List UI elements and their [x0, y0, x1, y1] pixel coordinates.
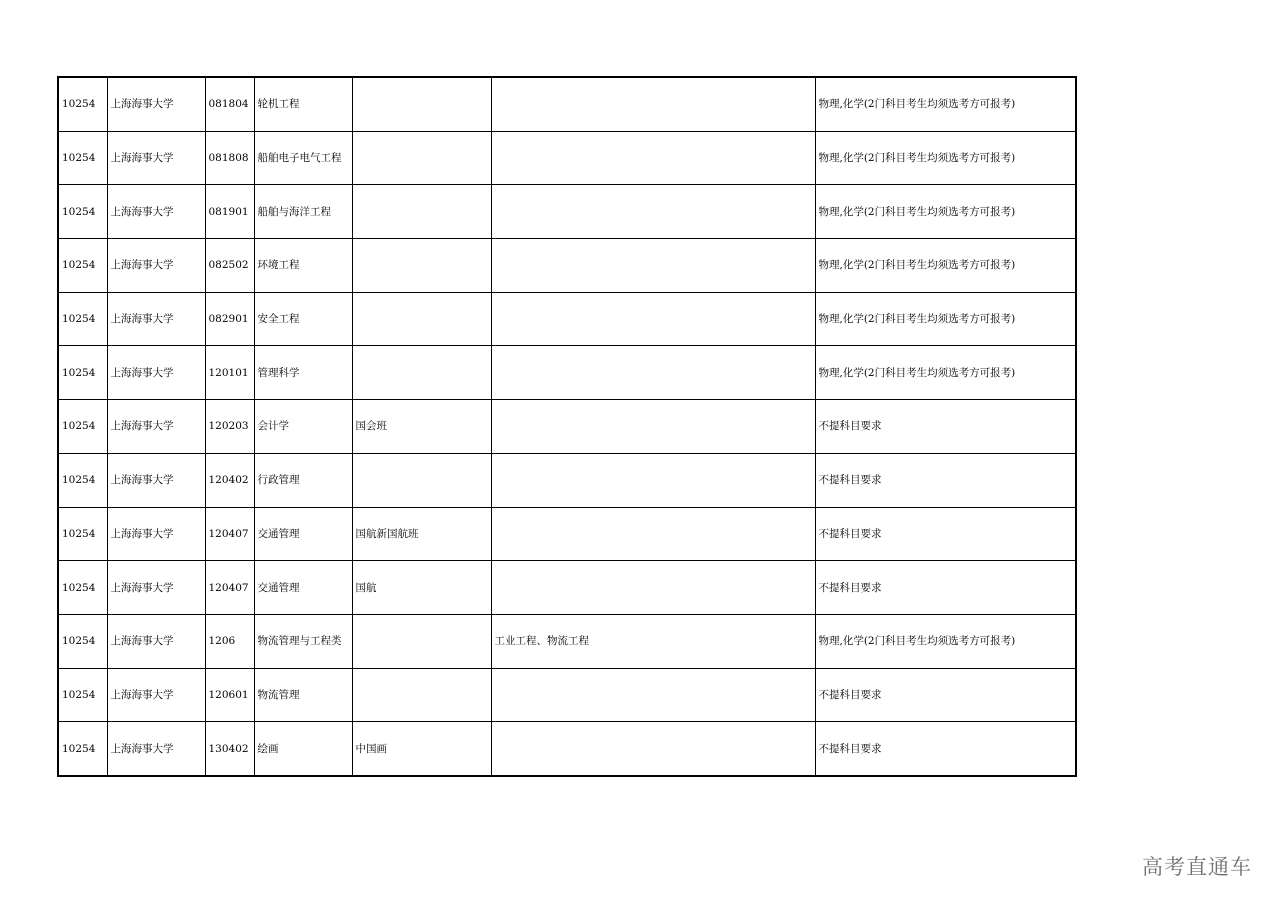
subject-requirement-cell: 不提科目要求 [815, 507, 1076, 561]
includes-majors-cell [491, 453, 815, 507]
school-code-cell: 10254 [58, 561, 107, 615]
subject-requirement-cell: 不提科目要求 [815, 668, 1076, 722]
school-name-cell: 上海海事大学 [107, 292, 205, 346]
major-name-cell: 环境工程 [254, 239, 352, 293]
subject-requirement-cell: 不提科目要求 [815, 400, 1076, 454]
school-name-cell: 上海海事大学 [107, 614, 205, 668]
school-name-cell: 上海海事大学 [107, 346, 205, 400]
major-note-cell [352, 77, 491, 131]
school-name-cell: 上海海事大学 [107, 561, 205, 615]
table-row [58, 722, 1076, 776]
school-name-cell: 上海海事大学 [107, 131, 205, 185]
major-name-cell: 管理科学 [254, 346, 352, 400]
major-note-cell: 国会班 [352, 400, 491, 454]
major-note-cell [352, 185, 491, 239]
includes-majors-cell [491, 77, 815, 131]
major-note-cell: 国航 [352, 561, 491, 615]
school-code-cell: 10254 [58, 668, 107, 722]
school-name-cell: 上海海事大学 [107, 185, 205, 239]
major-code-cell: 130402 [205, 722, 254, 776]
school-name-cell: 上海海事大学 [107, 400, 205, 454]
major-name-cell: 交通管理 [254, 561, 352, 615]
major-name-cell: 轮机工程 [254, 77, 352, 131]
table-row [58, 561, 1076, 615]
school-code-cell: 10254 [58, 292, 107, 346]
subject-requirements-table [57, 76, 1077, 777]
includes-majors-cell [491, 400, 815, 454]
includes-majors-cell [491, 239, 815, 293]
major-name-cell: 绘画 [254, 722, 352, 776]
major-name-cell: 会计学 [254, 400, 352, 454]
major-name-cell: 安全工程 [254, 292, 352, 346]
major-code-cell: 120407 [205, 507, 254, 561]
major-name-cell: 行政管理 [254, 453, 352, 507]
school-code-cell: 10254 [58, 722, 107, 776]
major-note-cell [352, 453, 491, 507]
major-code-cell: 081804 [205, 77, 254, 131]
school-name-cell: 上海海事大学 [107, 722, 205, 776]
school-name-cell: 上海海事大学 [107, 453, 205, 507]
subject-requirement-cell: 物理,化学(2门科目考生均须选考方可报考) [815, 239, 1076, 293]
includes-majors-cell [491, 561, 815, 615]
school-name-cell: 上海海事大学 [107, 507, 205, 561]
school-name-cell: 上海海事大学 [107, 77, 205, 131]
includes-majors-cell [491, 292, 815, 346]
table-row [58, 614, 1076, 668]
subject-requirement-cell: 物理,化学(2门科目考生均须选考方可报考) [815, 131, 1076, 185]
subject-requirement-cell: 物理,化学(2门科目考生均须选考方可报考) [815, 346, 1076, 400]
table-row [58, 131, 1076, 185]
major-note-cell [352, 614, 491, 668]
school-code-cell: 10254 [58, 507, 107, 561]
school-code-cell: 10254 [58, 346, 107, 400]
school-name-cell: 上海海事大学 [107, 668, 205, 722]
includes-majors-cell: 工业工程、物流工程 [491, 614, 815, 668]
table-row [58, 77, 1076, 131]
school-code-cell: 10254 [58, 131, 107, 185]
includes-majors-cell [491, 722, 815, 776]
table-row [58, 668, 1076, 722]
table-body [58, 77, 1076, 776]
major-note-cell [352, 131, 491, 185]
table-row [58, 239, 1076, 293]
school-name-cell: 上海海事大学 [107, 239, 205, 293]
major-code-cell: 081808 [205, 131, 254, 185]
school-code-cell: 10254 [58, 77, 107, 131]
major-name-cell: 物流管理与工程类 [254, 614, 352, 668]
major-code-cell: 120203 [205, 400, 254, 454]
table-row [58, 453, 1076, 507]
major-code-cell: 081901 [205, 185, 254, 239]
school-code-cell: 10254 [58, 185, 107, 239]
major-code-cell: 120402 [205, 453, 254, 507]
table-row [58, 507, 1076, 561]
includes-majors-cell [491, 668, 815, 722]
watermark-text: 高考直通车 [1142, 855, 1252, 879]
major-code-cell: 120601 [205, 668, 254, 722]
major-name-cell: 交通管理 [254, 507, 352, 561]
major-note-cell [352, 292, 491, 346]
major-code-cell: 120101 [205, 346, 254, 400]
major-name-cell: 船舶与海洋工程 [254, 185, 352, 239]
major-note-cell [352, 239, 491, 293]
major-code-cell: 1206 [205, 614, 254, 668]
school-code-cell: 10254 [58, 614, 107, 668]
major-note-cell [352, 668, 491, 722]
major-note-cell [352, 346, 491, 400]
table-row [58, 346, 1076, 400]
major-code-cell: 120407 [205, 561, 254, 615]
school-code-cell: 10254 [58, 400, 107, 454]
includes-majors-cell [491, 185, 815, 239]
subject-requirement-cell: 物理,化学(2门科目考生均须选考方可报考) [815, 614, 1076, 668]
subject-requirement-cell: 物理,化学(2门科目考生均须选考方可报考) [815, 292, 1076, 346]
includes-majors-cell [491, 346, 815, 400]
subject-requirement-cell: 不提科目要求 [815, 722, 1076, 776]
subject-requirement-cell: 物理,化学(2门科目考生均须选考方可报考) [815, 185, 1076, 239]
major-code-cell: 082901 [205, 292, 254, 346]
table-row [58, 185, 1076, 239]
major-name-cell: 物流管理 [254, 668, 352, 722]
subject-requirement-cell: 不提科目要求 [815, 453, 1076, 507]
subject-requirement-cell: 物理,化学(2门科目考生均须选考方可报考) [815, 77, 1076, 131]
major-note-cell: 中国画 [352, 722, 491, 776]
major-name-cell: 船舶电子电气工程 [254, 131, 352, 185]
table-row [58, 400, 1076, 454]
table-row [58, 292, 1076, 346]
includes-majors-cell [491, 131, 815, 185]
major-code-cell: 082502 [205, 239, 254, 293]
includes-majors-cell [491, 507, 815, 561]
school-code-cell: 10254 [58, 239, 107, 293]
school-code-cell: 10254 [58, 453, 107, 507]
subject-requirement-cell: 不提科目要求 [815, 561, 1076, 615]
major-note-cell: 国航新国航班 [352, 507, 491, 561]
